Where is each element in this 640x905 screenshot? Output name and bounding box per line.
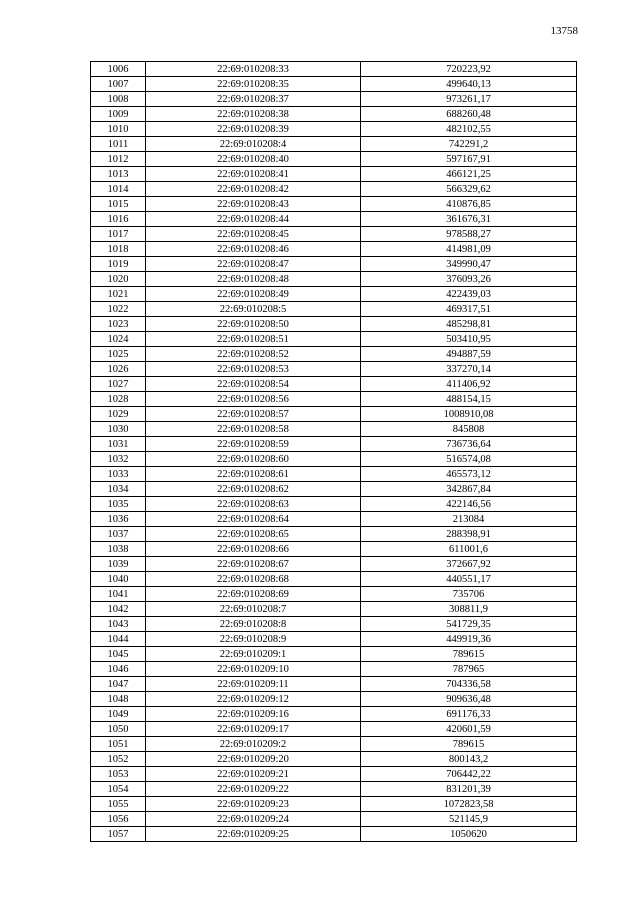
value-cell: 440551,17 bbox=[361, 572, 577, 587]
value-cell: 735706 bbox=[361, 587, 577, 602]
table-row bbox=[91, 587, 577, 602]
row-number-cell: 1009 bbox=[91, 107, 146, 122]
value-cell: 414981,09 bbox=[361, 242, 577, 257]
table-row bbox=[91, 302, 577, 317]
cadastral-number-cell: 22:69:010208:53 bbox=[146, 362, 361, 377]
cadastral-number-cell: 22:69:010209:12 bbox=[146, 692, 361, 707]
cadastral-number-cell: 22:69:010208:44 bbox=[146, 212, 361, 227]
row-number-cell: 1034 bbox=[91, 482, 146, 497]
value-cell: 688260,48 bbox=[361, 107, 577, 122]
value-cell: 831201,39 bbox=[361, 782, 577, 797]
cadastral-number-cell: 22:69:010208:63 bbox=[146, 497, 361, 512]
row-number-cell: 1024 bbox=[91, 332, 146, 347]
value-cell: 541729,35 bbox=[361, 617, 577, 632]
value-cell: 288398,91 bbox=[361, 527, 577, 542]
cadastral-number-cell: 22:69:010208:49 bbox=[146, 287, 361, 302]
cadastral-number-cell: 22:69:010208:61 bbox=[146, 467, 361, 482]
table-row bbox=[91, 452, 577, 467]
row-number-cell: 1037 bbox=[91, 527, 146, 542]
value-cell: 422439,03 bbox=[361, 287, 577, 302]
cadastral-number-cell: 22:69:010208:65 bbox=[146, 527, 361, 542]
cadastral-number-cell: 22:69:010208:4 bbox=[146, 137, 361, 152]
value-cell: 376093,26 bbox=[361, 272, 577, 287]
value-cell: 789615 bbox=[361, 737, 577, 752]
row-number-cell: 1046 bbox=[91, 662, 146, 677]
row-number-cell: 1054 bbox=[91, 782, 146, 797]
table-row bbox=[91, 497, 577, 512]
value-cell: 1008910,08 bbox=[361, 407, 577, 422]
row-number-cell: 1031 bbox=[91, 437, 146, 452]
table-row bbox=[91, 347, 577, 362]
value-cell: 566329,62 bbox=[361, 182, 577, 197]
row-number-cell: 1012 bbox=[91, 152, 146, 167]
cadastral-number-cell: 22:69:010208:45 bbox=[146, 227, 361, 242]
cadastral-number-cell: 22:69:010208:48 bbox=[146, 272, 361, 287]
cadastral-number-cell: 22:69:010209:24 bbox=[146, 812, 361, 827]
row-number-cell: 1007 bbox=[91, 77, 146, 92]
value-cell: 503410,95 bbox=[361, 332, 577, 347]
cadastral-value-table bbox=[90, 61, 577, 842]
row-number-cell: 1044 bbox=[91, 632, 146, 647]
value-cell: 909636,48 bbox=[361, 692, 577, 707]
cadastral-number-cell: 22:69:010209:11 bbox=[146, 677, 361, 692]
cadastral-number-cell: 22:69:010208:64 bbox=[146, 512, 361, 527]
value-cell: 499640,13 bbox=[361, 77, 577, 92]
table-row bbox=[91, 752, 577, 767]
cadastral-number-cell: 22:69:010208:35 bbox=[146, 77, 361, 92]
cadastral-number-cell: 22:69:010208:57 bbox=[146, 407, 361, 422]
table-row bbox=[91, 242, 577, 257]
value-cell: 1072823,58 bbox=[361, 797, 577, 812]
table-row bbox=[91, 407, 577, 422]
table-row bbox=[91, 257, 577, 272]
row-number-cell: 1022 bbox=[91, 302, 146, 317]
row-number-cell: 1045 bbox=[91, 647, 146, 662]
cadastral-number-cell: 22:69:010208:39 bbox=[146, 122, 361, 137]
value-cell: 337270,14 bbox=[361, 362, 577, 377]
row-number-cell: 1047 bbox=[91, 677, 146, 692]
cadastral-number-cell: 22:69:010208:54 bbox=[146, 377, 361, 392]
cadastral-number-cell: 22:69:010208:42 bbox=[146, 182, 361, 197]
cadastral-number-cell: 22:69:010208:52 bbox=[146, 347, 361, 362]
row-number-cell: 1048 bbox=[91, 692, 146, 707]
value-cell: 1050620 bbox=[361, 827, 577, 842]
row-number-cell: 1053 bbox=[91, 767, 146, 782]
table-row bbox=[91, 602, 577, 617]
row-number-cell: 1029 bbox=[91, 407, 146, 422]
row-number-cell: 1021 bbox=[91, 287, 146, 302]
table-row bbox=[91, 512, 577, 527]
row-number-cell: 1043 bbox=[91, 617, 146, 632]
table-row bbox=[91, 167, 577, 182]
table-row bbox=[91, 182, 577, 197]
cadastral-number-cell: 22:69:010208:69 bbox=[146, 587, 361, 602]
cadastral-number-cell: 22:69:010208:46 bbox=[146, 242, 361, 257]
value-cell: 516574,08 bbox=[361, 452, 577, 467]
cadastral-number-cell: 22:69:010209:1 bbox=[146, 647, 361, 662]
table-row bbox=[91, 572, 577, 587]
table-row bbox=[91, 467, 577, 482]
table-row bbox=[91, 137, 577, 152]
value-cell: 410876,85 bbox=[361, 197, 577, 212]
cadastral-number-cell: 22:69:010208:47 bbox=[146, 257, 361, 272]
value-cell: 465573,12 bbox=[361, 467, 577, 482]
cadastral-number-cell: 22:69:010209:20 bbox=[146, 752, 361, 767]
value-cell: 213084 bbox=[361, 512, 577, 527]
row-number-cell: 1019 bbox=[91, 257, 146, 272]
table-row bbox=[91, 767, 577, 782]
cadastral-number-cell: 22:69:010208:66 bbox=[146, 542, 361, 557]
value-cell: 706442,22 bbox=[361, 767, 577, 782]
table-row bbox=[91, 287, 577, 302]
cadastral-number-cell: 22:69:010208:40 bbox=[146, 152, 361, 167]
table-row bbox=[91, 272, 577, 287]
row-number-cell: 1041 bbox=[91, 587, 146, 602]
row-number-cell: 1030 bbox=[91, 422, 146, 437]
row-number-cell: 1039 bbox=[91, 557, 146, 572]
row-number-cell: 1028 bbox=[91, 392, 146, 407]
row-number-cell: 1033 bbox=[91, 467, 146, 482]
value-cell: 349990,47 bbox=[361, 257, 577, 272]
table-row bbox=[91, 797, 577, 812]
row-number-cell: 1020 bbox=[91, 272, 146, 287]
row-number-cell: 1057 bbox=[91, 827, 146, 842]
row-number-cell: 1016 bbox=[91, 212, 146, 227]
value-cell: 611001,6 bbox=[361, 542, 577, 557]
table-row bbox=[91, 437, 577, 452]
table-row bbox=[91, 662, 577, 677]
value-cell: 704336,58 bbox=[361, 677, 577, 692]
value-cell: 308811,9 bbox=[361, 602, 577, 617]
cadastral-number-cell: 22:69:010209:25 bbox=[146, 827, 361, 842]
cadastral-number-cell: 22:69:010208:51 bbox=[146, 332, 361, 347]
cadastral-number-cell: 22:69:010208:62 bbox=[146, 482, 361, 497]
cadastral-number-cell: 22:69:010209:17 bbox=[146, 722, 361, 737]
row-number-cell: 1014 bbox=[91, 182, 146, 197]
value-cell: 372667,92 bbox=[361, 557, 577, 572]
table-row bbox=[91, 227, 577, 242]
value-cell: 521145,9 bbox=[361, 812, 577, 827]
cadastral-number-cell: 22:69:010208:56 bbox=[146, 392, 361, 407]
table-row bbox=[91, 197, 577, 212]
table-row bbox=[91, 722, 577, 737]
row-number-cell: 1038 bbox=[91, 542, 146, 557]
cadastral-number-cell: 22:69:010209:16 bbox=[146, 707, 361, 722]
cadastral-number-cell: 22:69:010209:21 bbox=[146, 767, 361, 782]
value-cell: 787965 bbox=[361, 662, 577, 677]
cadastral-number-cell: 22:69:010208:37 bbox=[146, 92, 361, 107]
table-row bbox=[91, 557, 577, 572]
value-cell: 736736,64 bbox=[361, 437, 577, 452]
row-number-cell: 1026 bbox=[91, 362, 146, 377]
table-row bbox=[91, 542, 577, 557]
value-cell: 488154,15 bbox=[361, 392, 577, 407]
value-cell: 973261,17 bbox=[361, 92, 577, 107]
cadastral-number-cell: 22:69:010208:58 bbox=[146, 422, 361, 437]
row-number-cell: 1040 bbox=[91, 572, 146, 587]
row-number-cell: 1011 bbox=[91, 137, 146, 152]
value-cell: 469317,51 bbox=[361, 302, 577, 317]
row-number-cell: 1018 bbox=[91, 242, 146, 257]
table-row bbox=[91, 62, 577, 77]
table-row bbox=[91, 812, 577, 827]
row-number-cell: 1035 bbox=[91, 497, 146, 512]
table-row bbox=[91, 152, 577, 167]
table-row bbox=[91, 422, 577, 437]
table-row bbox=[91, 362, 577, 377]
table-body bbox=[91, 62, 577, 842]
table-row bbox=[91, 107, 577, 122]
table-row bbox=[91, 317, 577, 332]
cadastral-number-cell: 22:69:010209:22 bbox=[146, 782, 361, 797]
row-number-cell: 1052 bbox=[91, 752, 146, 767]
row-number-cell: 1008 bbox=[91, 92, 146, 107]
row-number-cell: 1017 bbox=[91, 227, 146, 242]
cadastral-number-cell: 22:69:010208:38 bbox=[146, 107, 361, 122]
table-row bbox=[91, 647, 577, 662]
row-number-cell: 1042 bbox=[91, 602, 146, 617]
cadastral-number-cell: 22:69:010208:5 bbox=[146, 302, 361, 317]
cadastral-number-cell: 22:69:010208:9 bbox=[146, 632, 361, 647]
value-cell: 845808 bbox=[361, 422, 577, 437]
table-row bbox=[91, 632, 577, 647]
value-cell: 720223,92 bbox=[361, 62, 577, 77]
value-cell: 789615 bbox=[361, 647, 577, 662]
table-row bbox=[91, 212, 577, 227]
value-cell: 420601,59 bbox=[361, 722, 577, 737]
cadastral-number-cell: 22:69:010208:33 bbox=[146, 62, 361, 77]
value-cell: 742291,2 bbox=[361, 137, 577, 152]
value-cell: 342867,84 bbox=[361, 482, 577, 497]
table-row bbox=[91, 827, 577, 842]
cadastral-number-cell: 22:69:010208:68 bbox=[146, 572, 361, 587]
row-number-cell: 1027 bbox=[91, 377, 146, 392]
cadastral-number-cell: 22:69:010208:59 bbox=[146, 437, 361, 452]
cadastral-number-cell: 22:69:010208:50 bbox=[146, 317, 361, 332]
value-cell: 494887,59 bbox=[361, 347, 577, 362]
value-cell: 422146,56 bbox=[361, 497, 577, 512]
page-number: 13758 bbox=[550, 25, 578, 37]
row-number-cell: 1036 bbox=[91, 512, 146, 527]
row-number-cell: 1032 bbox=[91, 452, 146, 467]
cadastral-number-cell: 22:69:010209:10 bbox=[146, 662, 361, 677]
cadastral-number-cell: 22:69:010209:2 bbox=[146, 737, 361, 752]
table-row bbox=[91, 692, 577, 707]
table-row bbox=[91, 392, 577, 407]
table-row bbox=[91, 737, 577, 752]
row-number-cell: 1023 bbox=[91, 317, 146, 332]
value-cell: 597167,91 bbox=[361, 152, 577, 167]
value-cell: 449919,36 bbox=[361, 632, 577, 647]
value-cell: 800143,2 bbox=[361, 752, 577, 767]
table-row bbox=[91, 377, 577, 392]
table-row bbox=[91, 617, 577, 632]
value-cell: 482102,55 bbox=[361, 122, 577, 137]
value-cell: 691176,33 bbox=[361, 707, 577, 722]
cadastral-number-cell: 22:69:010208:60 bbox=[146, 452, 361, 467]
table-row bbox=[91, 482, 577, 497]
table-row bbox=[91, 77, 577, 92]
cadastral-number-cell: 22:69:010208:7 bbox=[146, 602, 361, 617]
table-row bbox=[91, 92, 577, 107]
row-number-cell: 1050 bbox=[91, 722, 146, 737]
row-number-cell: 1013 bbox=[91, 167, 146, 182]
table-row bbox=[91, 527, 577, 542]
value-cell: 411406,92 bbox=[361, 377, 577, 392]
row-number-cell: 1056 bbox=[91, 812, 146, 827]
row-number-cell: 1055 bbox=[91, 797, 146, 812]
row-number-cell: 1006 bbox=[91, 62, 146, 77]
row-number-cell: 1051 bbox=[91, 737, 146, 752]
table-row bbox=[91, 677, 577, 692]
row-number-cell: 1010 bbox=[91, 122, 146, 137]
cadastral-number-cell: 22:69:010208:67 bbox=[146, 557, 361, 572]
value-cell: 361676,31 bbox=[361, 212, 577, 227]
row-number-cell: 1049 bbox=[91, 707, 146, 722]
cadastral-number-cell: 22:69:010208:8 bbox=[146, 617, 361, 632]
table-row bbox=[91, 782, 577, 797]
table-row bbox=[91, 122, 577, 137]
row-number-cell: 1015 bbox=[91, 197, 146, 212]
table-row bbox=[91, 707, 577, 722]
table-row bbox=[91, 332, 577, 347]
value-cell: 485298,81 bbox=[361, 317, 577, 332]
value-cell: 466121,25 bbox=[361, 167, 577, 182]
cadastral-number-cell: 22:69:010209:23 bbox=[146, 797, 361, 812]
cadastral-number-cell: 22:69:010208:41 bbox=[146, 167, 361, 182]
cadastral-number-cell: 22:69:010208:43 bbox=[146, 197, 361, 212]
row-number-cell: 1025 bbox=[91, 347, 146, 362]
value-cell: 978588,27 bbox=[361, 227, 577, 242]
